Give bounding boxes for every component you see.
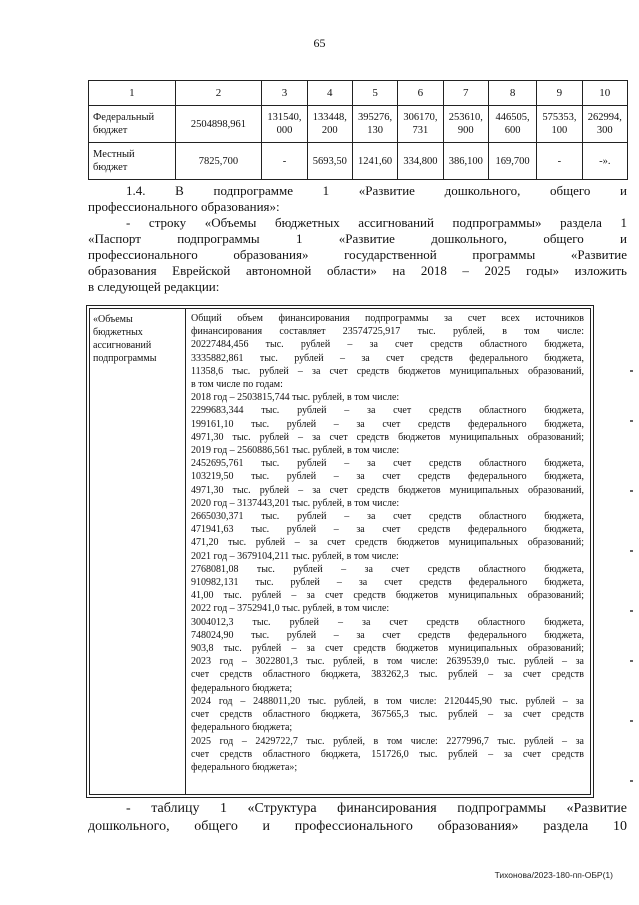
cell-line: 386,100: [448, 155, 483, 167]
cell-line: -».: [599, 155, 611, 167]
cell-line: 731: [412, 125, 429, 136]
section-1-4-intro: [88, 183, 627, 295]
cell-line: 131540,: [267, 112, 302, 123]
paragraph-line: «Паспорт подпрограммы 1 «Развитие дошкольного, общего и: [88, 231, 627, 246]
passport-text-line: 103219,50 тыс. рублей – за счет средств федерального бюджета,: [191, 471, 584, 483]
table-cell: [537, 143, 582, 180]
table-cell: [582, 143, 627, 180]
cell-line: 262994,: [587, 112, 622, 123]
passport-text-line: 2024 год – 2488011,20 тыс. рублей, в том числе: 2120445,90 тыс. рублей – за: [191, 695, 584, 707]
paragraph-line: профессионального образования»:: [88, 199, 280, 214]
passport-text-line: 471,20 тыс. рублей – за счет средств бюджетов муниципальных образований;: [191, 537, 584, 549]
passport-text-line: 2023 год – 3022801,3 тыс. рублей, в том числе: 2639539,0 тыс. рублей – за: [191, 656, 584, 668]
passport-text-line: 471941,63 тыс. рублей – за счет средств федерального бюджета,: [191, 524, 584, 536]
passport-row-budget-allocations: [86, 305, 594, 798]
table-cell: [488, 106, 536, 143]
passport-text-line: финансирования составляет 23574725,917 тыс. рублей, в том числе:: [191, 326, 584, 338]
cell-line: Федеральный: [93, 112, 155, 123]
passport-text-line: 41,00 тыс. рублей – за счет средств бюджетов муниципальных образований;: [191, 590, 584, 602]
paragraph-line: образования Еврейской автономной области» на 2018 – 2025 годы» изложить: [88, 263, 627, 278]
passport-text-line: 2022 год – 3752941,0 тыс. рублей, в том числе:: [191, 603, 390, 615]
cell-line: 000: [276, 125, 293, 136]
table-header-row: [89, 81, 628, 106]
passport-text-line: 3335882,861 тыс. рублей – за счет средств федерального бюджета,: [191, 352, 584, 364]
row-label: [89, 143, 176, 180]
table-cell: [488, 143, 536, 180]
cell-line: -: [557, 155, 562, 167]
table-cell: [537, 106, 582, 143]
passport-text-line: 20227484,456 тыс. рублей – за счет средств областного бюджета,: [191, 339, 584, 351]
passport-text-line: 903,8 тыс. рублей – за счет средств бюджетов муниципальных образований;: [191, 643, 584, 655]
cell-line: 395276,: [358, 112, 393, 123]
passport-text-line: 11358,6 тыс. рублей – за счет средств бюджетов муниципальных образований,: [191, 365, 584, 377]
table-cell: [398, 106, 443, 143]
column-header: 4: [307, 81, 352, 106]
passport-row-label: [90, 309, 186, 794]
table-cell: [443, 106, 488, 143]
table-cell: [262, 143, 307, 180]
paragraph-line: дошкольного, общего и профессионального образования» раздела 10: [88, 819, 627, 834]
column-header: 7: [443, 81, 488, 106]
cell-line: бюджет: [93, 162, 128, 173]
cell-line: 5693,50: [312, 155, 347, 167]
passport-text-line: 2021 год – 3679104,211 тыс. рублей, в том числе:: [191, 550, 399, 562]
passport-text-line: 2020 год – 3137443,201 тыс. рублей, в том числе:: [191, 497, 400, 509]
passport-text-line: 2025 год – 2429722,7 тыс. рублей, в том числе: 2277996,7 тыс. рублей – за: [191, 735, 584, 747]
cell-line: 7825,700: [198, 155, 239, 167]
paragraph-line: в следующей редакции:: [88, 279, 220, 294]
passport-text-line: 2452695,761 тыс. рублей – за счет средств областного бюджета,: [191, 458, 584, 470]
table-cell: [175, 106, 262, 143]
cell-line: 1241,60: [358, 155, 393, 167]
table-cell: [398, 143, 443, 180]
column-header: 9: [537, 81, 582, 106]
cell-line: 200: [321, 125, 338, 136]
passport-text-line: 910982,131 тыс. рублей – за счет средств федерального бюджета,: [191, 577, 584, 589]
passport-text-line: 4971,30 тыс. рублей – за счет средств бюджетов муниципальных образований;: [191, 431, 584, 443]
cell-line: 334,800: [403, 155, 438, 167]
passport-text-line: федерального бюджета»;: [191, 761, 298, 773]
table-cell: [582, 106, 627, 143]
passport-text-line: 3004012,3 тыс. рублей – за счет средств областного бюджета,: [191, 616, 584, 628]
passport-text-line: 2299683,344 тыс. рублей – за счет средств областного бюджета,: [191, 405, 584, 417]
cell-line: -: [282, 155, 287, 167]
column-header: 3: [262, 81, 307, 106]
passport-text-line: федерального бюджета;: [191, 682, 293, 694]
cell-line: 2504898,961: [190, 118, 247, 130]
paragraph-line: профессионального образования» государственной программы «Развитие: [88, 247, 627, 262]
column-header: 1: [89, 81, 176, 106]
table-1-intro: [88, 800, 627, 836]
passport-text-line: счет средств областного бюджета, 367565,3 тыс. рублей – за счет средств: [191, 709, 584, 721]
table-cell: [307, 143, 352, 180]
passport-row-text: [187, 309, 590, 794]
passport-text-line: 4971,30 тыс. рублей – за счет средств бюджетов муниципальных образований,: [191, 484, 584, 496]
table-cell: [443, 143, 488, 180]
cell-line: 446505,: [495, 112, 530, 123]
cell-line: 600: [504, 125, 521, 136]
cell-line: 300: [596, 125, 613, 136]
cell-line: 253610,: [448, 112, 483, 123]
passport-text-line: счет средств областного бюджета, 151726,0 тыс. рублей – за счет средств: [191, 748, 584, 760]
cell-line: 100: [551, 125, 568, 136]
column-header: 8: [488, 81, 536, 106]
passport-text-line: 2019 год – 2560886,561 тыс. рублей, в том числе:: [191, 445, 400, 457]
cell-line: Местный: [93, 149, 135, 160]
cell-line: 169,700: [495, 155, 530, 167]
column-header: 6: [398, 81, 443, 106]
table-row: [89, 143, 628, 180]
passport-text-line: 199161,10 тыс. рублей – за счет средств федерального бюджета,: [191, 418, 584, 430]
table-cell: [352, 106, 397, 143]
passport-text-line: 748024,90 тыс. рублей – за счет средств федерального бюджета,: [191, 629, 584, 641]
passport-text-line: федерального бюджета;: [191, 722, 293, 734]
cell-line: 130: [367, 125, 383, 136]
column-header: 2: [175, 81, 262, 106]
scan-edge-marks: [630, 360, 636, 840]
passport-text-line: 2768081,08 тыс. рублей – за счет средств областного бюджета,: [191, 563, 584, 575]
paragraph-line: - таблицу 1 «Структура финансирования подпрограммы «Развитие: [126, 801, 627, 816]
financing-table: [88, 80, 628, 180]
page-number: 65: [313, 36, 326, 50]
passport-text-line: счет средств областного бюджета, 383262,3 тыс. рублей – за счет средств: [191, 669, 584, 681]
passport-text-line: 2665030,371 тыс. рублей – за счет средств областного бюджета,: [191, 511, 584, 523]
label-line: «Объемы: [93, 314, 133, 325]
passport-text-line: 2018 год – 2503815,744 тыс. рублей, в том числе:: [191, 392, 400, 404]
passport-text-line: Общий объем финансирования подпрограммы за счет всех источников: [191, 313, 584, 324]
column-header: 5: [352, 81, 397, 106]
table-cell: [352, 143, 397, 180]
row-label: [89, 106, 176, 143]
cell-line: 575353,: [542, 112, 577, 123]
table-cell: [175, 143, 262, 180]
column-header: 10: [582, 81, 627, 106]
table-row: [89, 106, 628, 143]
table-cell: [307, 106, 352, 143]
cell-line: 306170,: [403, 112, 438, 123]
cell-line: 900: [457, 125, 474, 136]
table-cell: [262, 106, 307, 143]
passport-text-line: в том числе по годам:: [191, 379, 283, 391]
label-line: подпрограммы: [93, 353, 157, 364]
paragraph-line: 1.4. В подпрограмме 1 «Развитие дошкольного, общего и: [126, 183, 627, 198]
document-code: Тихонова/2023-180-пп-ОБР(1): [494, 870, 613, 880]
label-line: бюджетных: [93, 327, 143, 338]
paragraph-line: - строку «Объемы бюджетных ассигнований подпрограммы» раздела 1: [126, 215, 627, 230]
cell-line: 133448,: [312, 112, 347, 123]
label-line: ассигнований: [93, 340, 152, 351]
cell-line: бюджет: [93, 125, 128, 136]
